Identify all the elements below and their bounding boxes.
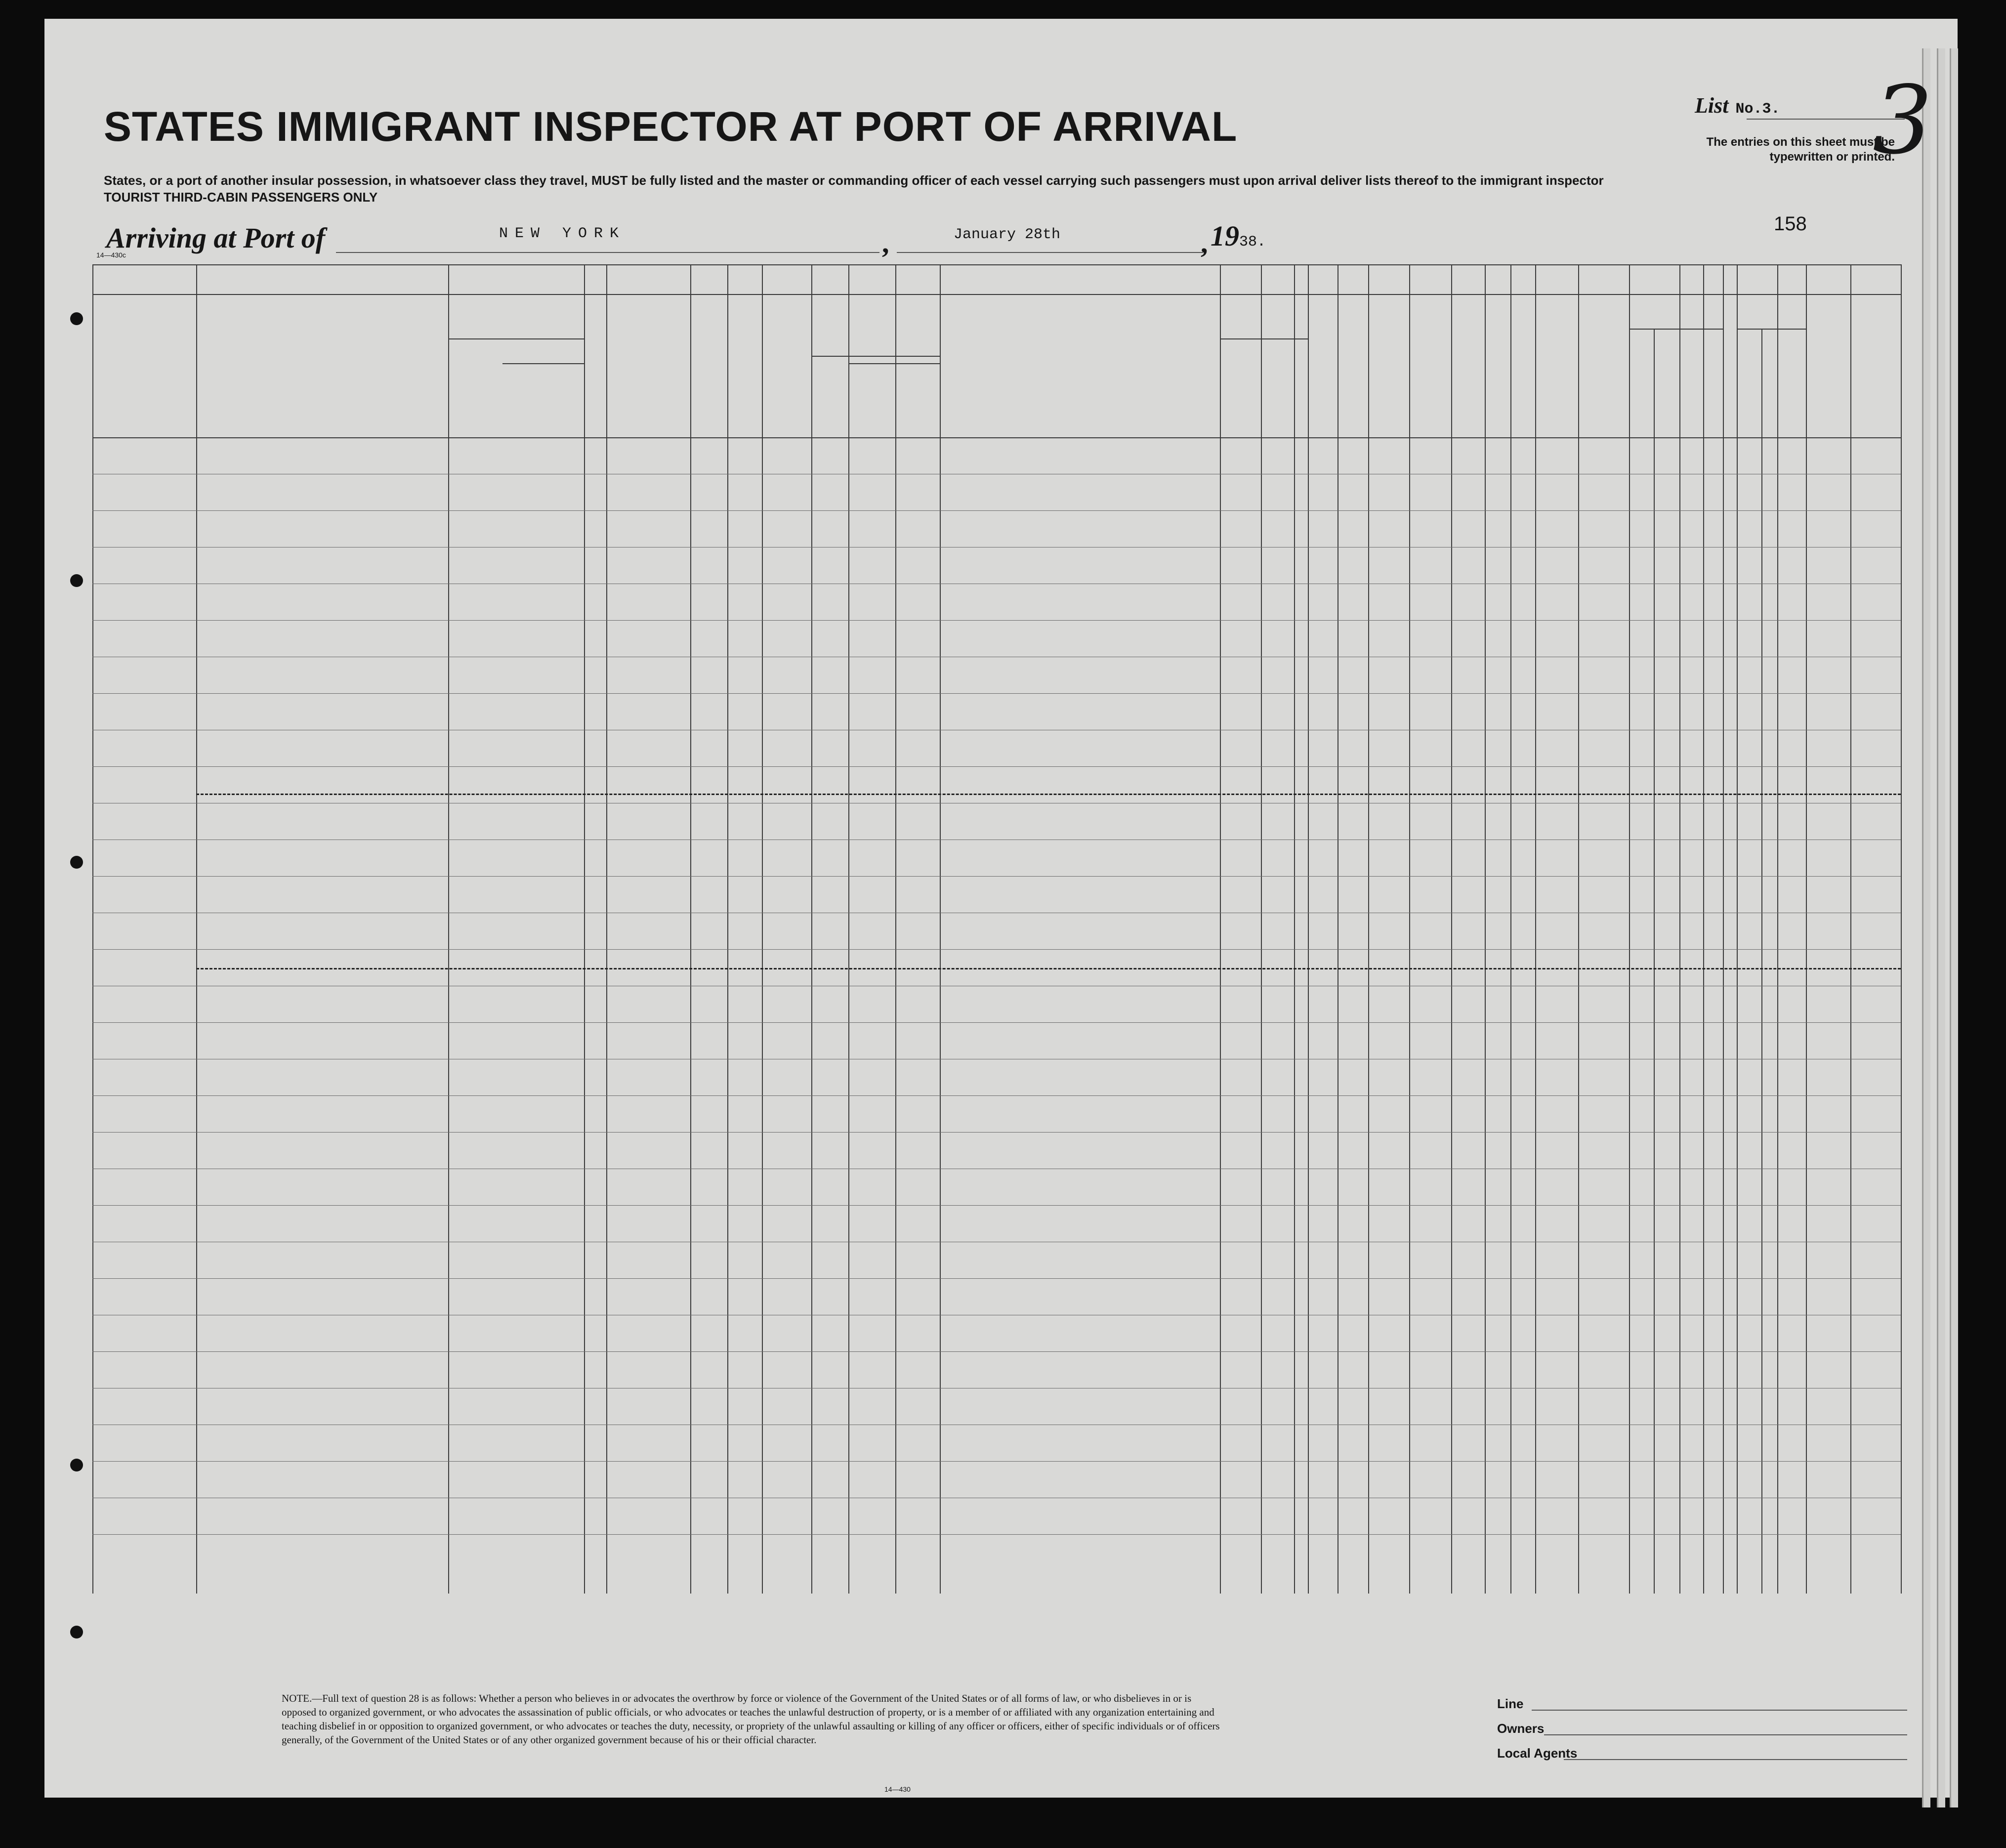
- row-rule: [92, 876, 1901, 877]
- column-rule: [1703, 264, 1704, 1594]
- column-rule: [1294, 264, 1295, 1594]
- form-title: STATES IMMIGRANT INSPECTOR AT PORT OF ARRIVAL: [104, 103, 1238, 150]
- sub-rule: [811, 356, 940, 357]
- date-line: [897, 251, 1203, 253]
- sub-rule: [1679, 329, 1723, 330]
- row-rule: [92, 1095, 1901, 1096]
- form-code: 14—430: [884, 1785, 911, 1793]
- form-subtitle: States, or a port of another insular possession, in whatsoever class they travel, MUST be fully listed and the master or commanding officer of each vessel carrying such passengers must upon arrival deliver lists thereof to the immigrant inspector TOURIST THIRD-CABIN PASSENGERS ONLY: [104, 173, 1604, 205]
- column-rule: [1723, 264, 1724, 1594]
- line-label: Line: [1497, 1696, 1524, 1711]
- column-rule: [1578, 264, 1579, 1594]
- row-rule: [92, 949, 1901, 950]
- row-rule: [92, 693, 1901, 694]
- column-rule: [92, 264, 93, 1594]
- column-rule: [1308, 264, 1309, 1594]
- sheet-number: 158: [1774, 213, 1807, 235]
- binder-hole: [70, 856, 83, 869]
- column-rule: [606, 264, 607, 1594]
- column-rule: [1761, 329, 1762, 1594]
- column-rule: [895, 264, 896, 1594]
- sub-rule: [1629, 329, 1679, 330]
- binder-hole: [70, 1459, 83, 1471]
- sub-rule: [1220, 338, 1308, 339]
- column-rule: [1510, 264, 1511, 1594]
- page-edge: [1950, 48, 1958, 1807]
- row-rule: [92, 510, 1901, 511]
- column-rule: [1850, 264, 1851, 1594]
- column-rule: [762, 264, 763, 1594]
- row-rule: [92, 1534, 1901, 1535]
- row-rule: [92, 766, 1901, 767]
- binder-hole: [70, 312, 83, 325]
- binder-hole: [70, 1626, 83, 1638]
- column-rule: [1535, 264, 1536, 1594]
- table-top-rule: [92, 264, 1901, 265]
- column-rule: [584, 264, 585, 1594]
- column-rule: [448, 264, 449, 1594]
- owners-rule: [1544, 1733, 1907, 1735]
- column-rule: [1485, 264, 1486, 1594]
- column-rule: [848, 264, 849, 1594]
- page-edge: [1937, 48, 1945, 1807]
- agents-rule: [1564, 1758, 1907, 1760]
- header-bottom-rule: [92, 437, 1901, 438]
- owners-label: Owners: [1497, 1721, 1545, 1736]
- column-rule: [196, 264, 197, 1594]
- comma: ,: [882, 227, 889, 259]
- typewritten-instructions: The entries on this sheet must be typewritten or printed.: [1706, 135, 1895, 164]
- row-rule: [92, 1132, 1901, 1133]
- binder-hole: [70, 574, 83, 587]
- comma: ,: [1201, 227, 1208, 259]
- form-code: 14—430c: [96, 251, 126, 259]
- line-rule: [1532, 1709, 1907, 1711]
- sub-rule: [1737, 329, 1806, 330]
- row-rule: [92, 620, 1901, 621]
- column-rule: [1777, 264, 1778, 1594]
- row-rule: [92, 1461, 1901, 1462]
- column-rule: [1409, 264, 1410, 1594]
- column-rule: [1220, 264, 1221, 1594]
- column-rule: [1629, 264, 1630, 1594]
- footnote-question-28: NOTE.—Full text of question 28 is as follows: Whether a person who believes in or advocates the overthrow by force or violence of the Government of the United States or of all forms of law, or who disbelieves in or is opposed to organized government, or who advocates the assassination of public officials, or who advocates or teaches the unlawful destruction of property, or is a member of or affiliated with any organization entertaining and teaching disbelief in or opposition to organized government, or who advocates or teaches the duty, necessity, or propriety of the unlawful assaulting or killing of any officer or officers, either of specific individuals or of officers generally, of the Government of the United States or of any other organized government because of his or their official character.: [282, 1692, 1220, 1746]
- column-rule: [727, 264, 728, 1594]
- column-rule: [1901, 264, 1902, 1594]
- column-rule: [1261, 264, 1262, 1594]
- column-rule: [1337, 264, 1338, 1594]
- column-rule: [1679, 264, 1680, 1594]
- number-row-rule: [92, 294, 1901, 295]
- row-rule: [92, 1278, 1901, 1279]
- manifest-sheet: [44, 19, 1958, 1798]
- page-edge: [1922, 48, 1930, 1807]
- cancel-mark: [196, 968, 1901, 969]
- column-rule: [1806, 264, 1807, 1594]
- column-rule: [1451, 264, 1452, 1594]
- row-rule: [92, 1205, 1901, 1206]
- column-rule: [1368, 264, 1369, 1594]
- sub-rule: [448, 338, 584, 339]
- list-number: List No.3.: [1695, 93, 1780, 118]
- column-rule: [690, 264, 691, 1594]
- row-rule: [92, 1022, 1901, 1023]
- cancel-mark: [196, 794, 1901, 795]
- port-line: [336, 251, 879, 253]
- sub-rule: [848, 363, 940, 364]
- sub-rule: [502, 363, 584, 364]
- row-rule: [92, 1351, 1901, 1352]
- manifest-table: [92, 264, 1901, 1594]
- handwritten-list-number: 3: [1873, 66, 1932, 175]
- column-rule: [1654, 329, 1655, 1594]
- arrival-date: January 28th: [954, 226, 1061, 243]
- arriving-label: Arriving at Port of: [106, 222, 326, 254]
- arrival-port: NEW YORK: [499, 225, 626, 242]
- arrival-year: 1938.: [1211, 220, 1266, 252]
- column-rule: [1737, 264, 1738, 1594]
- column-rule: [811, 264, 812, 1594]
- local-agents-label: Local Agents: [1497, 1746, 1578, 1761]
- column-rule: [940, 264, 941, 1594]
